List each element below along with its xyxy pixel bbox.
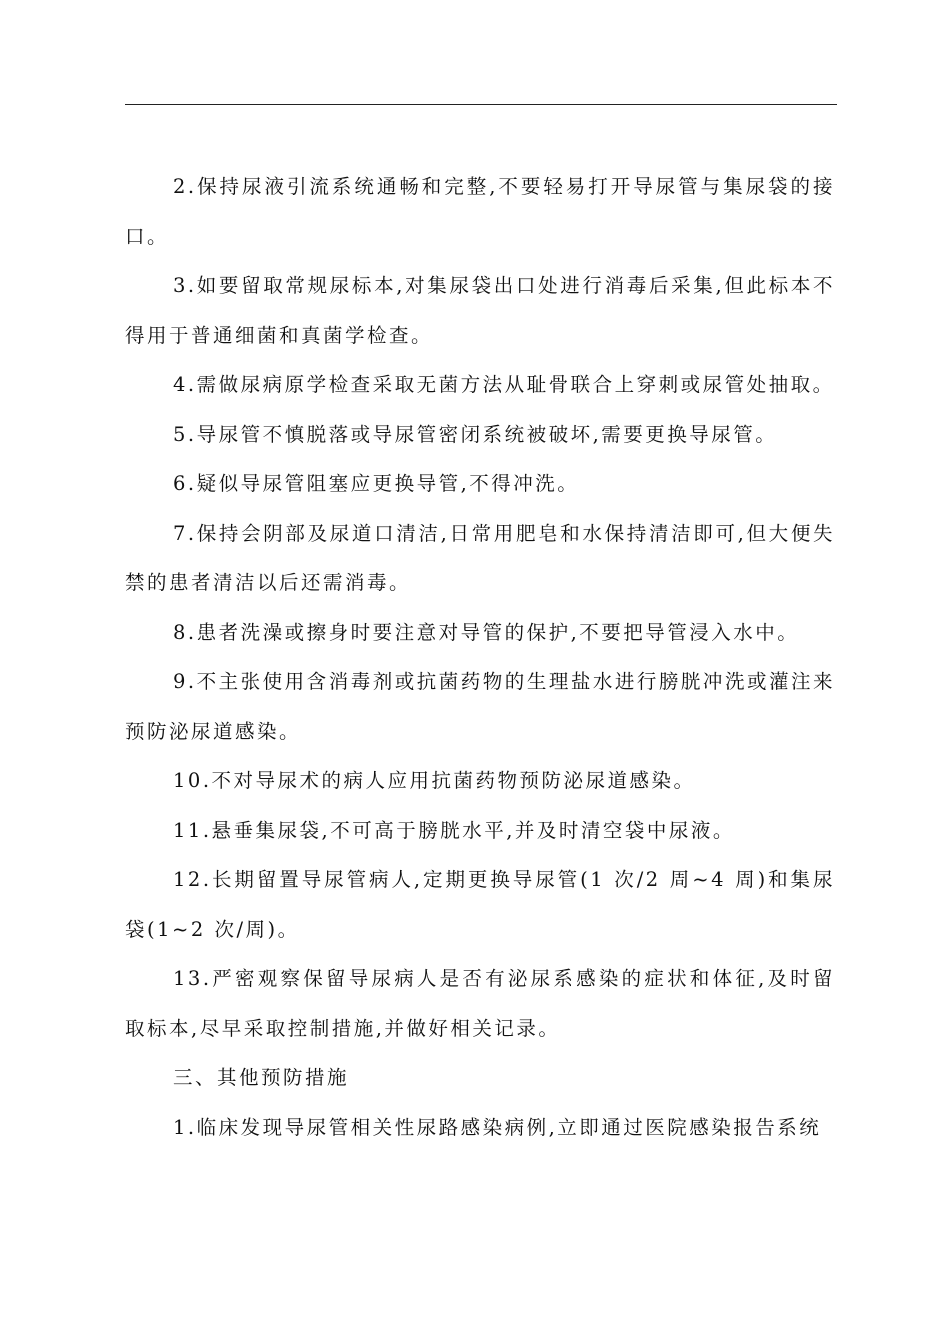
paragraph-item-5: 5.导尿管不慎脱落或导尿管密闭系统被破坏,需要更换导尿管。 bbox=[173, 422, 778, 446]
paragraph-item-13: 13.严密观察保留导尿病人是否有泌尿系感染的症状和体征,及时留取标本,尽早采取控制措施,并做好相关记录。 bbox=[125, 967, 835, 1040]
paragraph-item-9: 9.不主张使用含消毒剂或抗菌药物的生理盐水进行膀胱冲洗或灌注来预防泌尿道感染。 bbox=[125, 670, 835, 743]
paragraph-item-2: 2.保持尿液引流系统通畅和完整,不要轻易打开导尿管与集尿袋的接口。 bbox=[125, 175, 835, 248]
paragraph-item-12: 12.长期留置导尿管病人,定期更换导尿管(1 次/2 周~4 周)和集尿袋(1~2 次/周)。 bbox=[125, 868, 835, 941]
paragraph-item-3: 3.如要留取常规尿标本,对集尿袋出口处进行消毒后采集,但此标本不得用于普通细菌和真菌学检查。 bbox=[125, 274, 835, 347]
paragraph-item-10: 10.不对导尿术的病人应用抗菌药物预防泌尿道感染。 bbox=[173, 769, 696, 792]
section-heading-other-measures: 三、其他预防措施 bbox=[173, 1066, 350, 1089]
header-rule bbox=[125, 104, 837, 105]
paragraph-item-6: 6.疑似导尿管阻塞应更换导管,不得冲洗。 bbox=[173, 472, 580, 495]
document-body bbox=[125, 162, 835, 1152]
paragraph-item-7: 7.保持会阴部及尿道口清洁,日常用肥皂和水保持清洁即可,但大便失禁的患者清洁以后还需消毒。 bbox=[125, 521, 835, 594]
paragraph-item-11: 11.悬垂集尿袋,不可高于膀胱水平,并及时清空袋中尿液。 bbox=[173, 818, 735, 842]
paragraph-item-1-other: 1.临床发现导尿管相关性尿路感染病例,立即通过医院感染报告系统 bbox=[173, 1115, 822, 1139]
paragraph-item-4: 4.需做尿病原学检查采取无菌方法从耻骨联合上穿刺或尿管处抽取。 bbox=[173, 373, 835, 396]
paragraph-item-8: 8.患者洗澡或擦身时要注意对导管的保护,不要把导管浸入水中。 bbox=[173, 620, 800, 644]
